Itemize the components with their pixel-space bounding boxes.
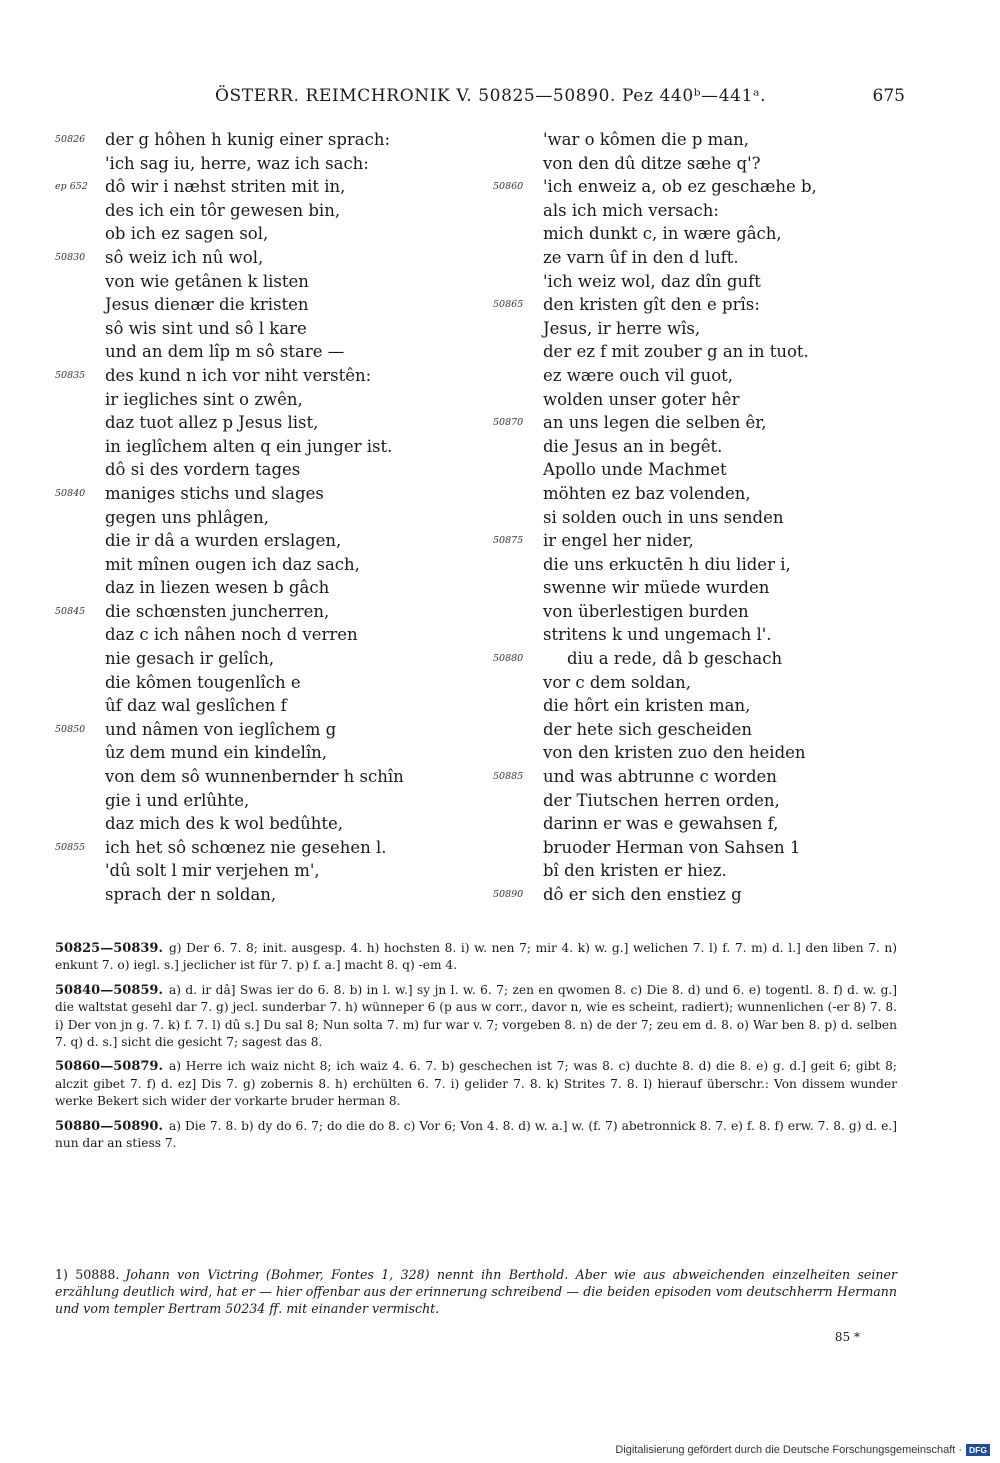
verse-text: dô si des vordern tages — [105, 460, 301, 480]
verse-line — [493, 458, 913, 482]
verse-line — [55, 435, 485, 459]
verse-line — [493, 623, 913, 647]
verse-text: möhten ez baz volenden, — [543, 483, 751, 503]
verse-line — [493, 765, 913, 789]
line-number: 50850 — [55, 723, 86, 735]
verse-text: dô wir i næhst striten mit in, — [105, 177, 346, 197]
verse-line — [493, 553, 913, 577]
verse-line — [55, 458, 485, 482]
verse-line — [55, 883, 485, 907]
verse-text: und an dem lîp m sô stare — — [105, 342, 345, 362]
verse-line — [55, 718, 485, 742]
verse-line — [493, 270, 913, 294]
verse-line — [55, 859, 485, 883]
verse-text: Jesus dienær die kristen — [105, 295, 309, 315]
verse-line — [55, 623, 485, 647]
apparatus-entry — [55, 940, 897, 975]
verse-line — [493, 128, 913, 152]
verse-line — [493, 175, 913, 199]
verse-text: daz in liezen wesen b gâch — [105, 578, 330, 598]
verse-text: als ich mich versach: — [543, 200, 719, 220]
verse-text: in ieglîchem alten q ein junger ist. — [105, 436, 393, 456]
apparatus-entry — [55, 1058, 897, 1110]
verse-text: mich dunkt c, in wære gâch, — [543, 224, 782, 244]
verse-line — [493, 293, 913, 317]
footnote-text: Johann von Victring (Bohmer, Fontes 1, 328) nennt ihn Berthold. Aber wie aus abweichenden einzelheiten seiner erzählung deutlich wird, hat er — hier offenbar aus der erinnerung schreibend — die beiden episoden vom deutschherrn Hermann und vom templer Bertram 50234 ff. mit einander vermischt. — [55, 1267, 897, 1317]
verse-text: daz mich des k wol bedûhte, — [105, 814, 344, 834]
verse-line — [55, 482, 485, 506]
verse-text: der g hôhen h kunig einer sprach: — [105, 130, 391, 149]
verse-text: die hôrt ein kristen man, — [543, 696, 751, 716]
line-number: 50875 — [493, 535, 524, 547]
verse-text: die kômen tougenlîch e — [105, 672, 301, 692]
verse-text: ob ich ez sagen sol, — [105, 224, 269, 244]
apparatus-range: 50840—50859. — [55, 982, 163, 998]
verse-text: vor c dem soldan, — [543, 672, 692, 692]
verse-text: stritens k und ungemach l'. — [543, 625, 772, 645]
verse-text: maniges stichs und slages — [105, 483, 324, 503]
line-number: 50865 — [493, 299, 524, 311]
dfg-logo: DFG — [966, 1444, 990, 1456]
verse-line — [493, 529, 913, 553]
verse-line — [493, 836, 913, 860]
verse-line — [493, 411, 913, 435]
verse-line — [493, 718, 913, 742]
verse-line — [55, 364, 485, 388]
verse-text: die ir dâ a wurden erslagen, — [105, 531, 342, 551]
verse-text: ir engel her nider, — [543, 531, 694, 551]
verse-text: 'dû solt l mir verjehen m', — [105, 861, 320, 881]
verse-text: ich het sô schœnez nie gesehen l. — [105, 837, 387, 857]
verse-text: Jesus, ir herre wîs, — [543, 318, 701, 338]
apparatus-text: a) d. ir dâ] Swas ier do 6. 8. b) in l. w.] sy jn l. w. 6. 7; zen en qwomen 8. c) Die 8. d) und 6. e) togentl. 8. f) d. w. g.] die waltstat gesehl dar 7. g) jecl. sunderbar 7. h) wünneper 6 (p aus w corr., davor n, wie es scheint, radiert); wunnenlichen (-er 8) 7. 8. i) Der von jn g. 7. k) f. 7. l) dû s.] Du sal 8; Nun solta 7. m) fur war v. 7; vorgeben 8. n) de der 7; zeu em d. 8. o) War ben 8. p) d. selben 7. q) d. s.] sicht die gesicht 7; sagest das 8. — [55, 982, 897, 1050]
verse-line — [493, 482, 913, 506]
line-number: ep 652 — [55, 181, 88, 193]
line-number: 50870 — [493, 417, 524, 429]
verse-line — [55, 647, 485, 671]
verse-text: von dem sô wunnenbernder h schîn — [105, 767, 404, 787]
verse-line — [55, 246, 485, 270]
verse-line — [493, 600, 913, 624]
line-number: 50890 — [493, 889, 524, 900]
line-number: 50845 — [55, 605, 86, 617]
verse-line — [55, 411, 485, 435]
verse-line — [55, 128, 485, 152]
line-number: 50840 — [55, 487, 86, 499]
verse-text: ir iegliches sint o zwên, — [105, 389, 303, 409]
verse-line — [493, 388, 913, 412]
verse-text: 'ich weiz wol, daz dîn guft — [543, 271, 761, 291]
verse-line — [55, 340, 485, 364]
verse-line — [55, 789, 485, 813]
verse-line — [55, 317, 485, 341]
line-number: 50835 — [55, 369, 86, 381]
running-title: ÖSTERR. REIMCHRONIK V. 50825—50890. Pez 440ᵇ—441ᵃ. — [215, 86, 767, 106]
verse-text: sprach der n soldan, — [105, 885, 277, 904]
verse-text: wolden unser goter hêr — [543, 389, 740, 409]
verse-line — [493, 435, 913, 459]
verse-text: die uns erkuctēn h diu lider i, — [543, 554, 791, 574]
line-number: 50860 — [493, 181, 524, 193]
verse-text: der hete sich gescheiden — [543, 719, 753, 739]
verse-line — [55, 199, 485, 223]
page-header — [0, 86, 1000, 108]
verse-text: daz tuot allez p Jesus list, — [105, 413, 319, 433]
verse-line — [55, 741, 485, 765]
verse-text: ze varn ûf in den d luft. — [543, 247, 739, 267]
line-number: 50855 — [55, 841, 86, 853]
verse-line — [493, 222, 913, 246]
footnote — [55, 1266, 897, 1318]
verse-line — [55, 836, 485, 860]
verse-text: von überlestigen burden — [543, 601, 749, 621]
verse-line — [493, 317, 913, 341]
verse-text: von den kristen zuo den heiden — [543, 743, 806, 763]
verse-text: von den dû ditze sæhe q'? — [543, 153, 761, 173]
verse-line — [55, 694, 485, 718]
page-number: 675 — [872, 86, 905, 106]
apparatus-text: a) Herre ich waiz nicht 8; ich waiz 4. 6. 7. b) geschechen ist 7; was 8. c) duchte 8. d) die 8. e) g. d.] geit 6; gibt 8; alczit gibet 7. f) d. ez] Dis 7. g) zobernis 8. h) erchülten 6. 7. i) gelider 7. 8. k) Strites 7. 8. l) hierauf überschr.: Von dissem wunder werke Bekert sich wider der vorkarte bruder herman 8. — [55, 1059, 897, 1109]
verse-line — [493, 152, 913, 176]
verse-text: 'ich sag iu, herre, waz ich sach: — [105, 153, 369, 173]
apparatus-range: 50860—50879. — [55, 1059, 163, 1075]
line-number: 50830 — [55, 251, 86, 263]
verse-line — [493, 647, 913, 671]
footnote-number: 1) 50888. — [55, 1267, 120, 1282]
verse-line — [493, 199, 913, 223]
line-number: 50826 — [55, 134, 86, 145]
verse-text: Apollo unde Machmet — [543, 460, 727, 480]
verse-text: von wie getânen k listen — [105, 271, 309, 291]
verse-text: diu a rede, dâ b geschach — [567, 649, 783, 669]
verse-line — [493, 741, 913, 765]
verse-line — [493, 694, 913, 718]
verse-text: dô er sich den enstiez g — [543, 885, 742, 904]
verse-text: sô wis sint und sô l kare — [105, 318, 307, 338]
verse-text: bruoder Herman von Sahsen 1 — [543, 837, 801, 857]
verse-line — [55, 270, 485, 294]
verse-line — [55, 529, 485, 553]
dfg-credit-text: Digitalisierung gefördert durch die Deutsche Forschungsgemeinschaft · — [615, 1444, 963, 1456]
verse-line — [493, 859, 913, 883]
verse-column-left — [55, 128, 485, 907]
verse-text: gegen uns phlâgen, — [105, 507, 269, 527]
apparatus-text: a) Die 7. 8. b) dy do 6. 7; do die do 8. c) Vor 6; Von 4. 8. d) w. a.] w. (f. 7) abetronnick 8. 7. e) f. 8. f) erw. 7. 8. g) d. e.] nun dar an stiess 7. — [55, 1118, 897, 1151]
verse-line — [493, 789, 913, 813]
verse-line — [55, 293, 485, 317]
verse-text: bî den kristen er hiez. — [543, 861, 727, 881]
verse-text: der Tiutschen herren orden, — [543, 790, 780, 810]
verse-text: nie gesach ir gelîch, — [105, 649, 275, 669]
critical-apparatus — [55, 940, 897, 1159]
verse-text: ez wære ouch vil guot, — [543, 365, 734, 385]
verse-text: gie i und erlûhte, — [105, 790, 250, 810]
verse-text: ûz dem mund ein kindelîn, — [105, 743, 328, 763]
verse-line — [493, 340, 913, 364]
verse-line — [493, 576, 913, 600]
dfg-footer — [615, 1444, 990, 1456]
verse-text: ûf daz wal geslîchen f — [105, 696, 287, 716]
verse-line — [55, 222, 485, 246]
verse-text: darinn er was e gewahsen f, — [543, 814, 779, 834]
apparatus-text: g) Der 6. 7. 8; init. ausgesp. 4. h) hochsten 8. i) w. nen 7; mir 4. k) w. g.] welichen 7. l) f. 7. m) d. l.] den liben 7. n) enkunt 7. o) iegl. s.] jeclicher ist für 7. p) f. a.] macht 8. q) -em 4. — [55, 941, 897, 973]
verse-line — [493, 246, 913, 270]
verse-line — [493, 883, 913, 907]
verse-text: die Jesus an in begêt. — [543, 436, 723, 456]
verse-text: an uns legen die selben êr, — [543, 413, 767, 433]
verse-line — [55, 576, 485, 600]
apparatus-range: 50880—50890. — [55, 1118, 163, 1134]
verse-line — [55, 812, 485, 836]
verse-text: des ich ein tôr gewesen bin, — [105, 200, 341, 220]
line-number: 50885 — [493, 771, 524, 783]
verse-text: und was abtrunne c worden — [543, 767, 777, 787]
verse-text: si solden ouch in uns senden — [543, 507, 784, 527]
verse-text: den kristen gît den e prîs: — [543, 295, 760, 315]
apparatus-range: 50825—50839. — [55, 941, 163, 956]
apparatus-entry — [55, 1118, 897, 1153]
verse-column-right — [493, 128, 913, 907]
verse-text: swenne wir müede wurden — [543, 578, 770, 598]
verse-line — [55, 553, 485, 577]
verse-line — [493, 506, 913, 530]
line-number: 50880 — [493, 653, 524, 665]
verse-text: die schœnsten juncherren, — [105, 601, 330, 621]
verse-line — [55, 506, 485, 530]
verse-line — [493, 812, 913, 836]
verse-text: und nâmen von ieglîchem g — [105, 719, 337, 739]
apparatus-entry — [55, 982, 897, 1052]
verse-line — [55, 600, 485, 624]
verse-line — [55, 388, 485, 412]
verse-line — [493, 671, 913, 695]
verse-line — [493, 364, 913, 388]
verse-line — [55, 671, 485, 695]
verse-text: 'ich enweiz a, ob ez geschæhe b, — [543, 177, 817, 197]
verse-text: des kund n ich vor niht verstên: — [105, 365, 372, 385]
verse-text: daz c ich nâhen noch d verren — [105, 625, 358, 645]
verse-text: 'war o kômen die p man, — [543, 130, 750, 149]
verse-text: der ez f mit zouber g an in tuot. — [543, 342, 809, 362]
signature-mark: 85 * — [834, 1330, 860, 1344]
verse-line — [55, 152, 485, 176]
verse-line — [55, 175, 485, 199]
verse-text: mit mînen ougen ich daz sach, — [105, 554, 360, 574]
verse-text: sô weiz ich nû wol, — [105, 247, 264, 267]
verse-line — [55, 765, 485, 789]
